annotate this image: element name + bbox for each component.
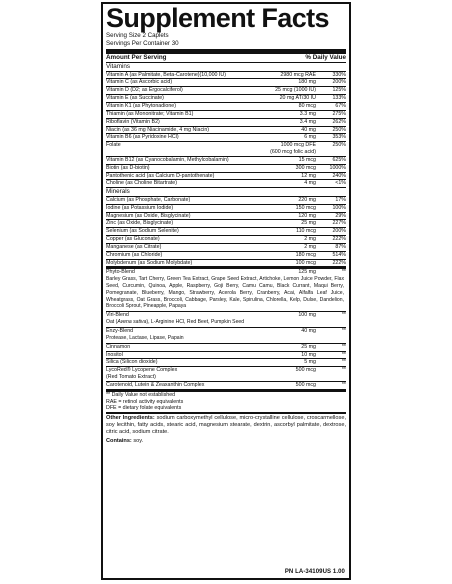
nutrient-row [106,95,346,103]
nutrient-amount: 10 mg [301,351,316,358]
nutrient-name: Vitamin K1 (as Phytonadione) [106,102,176,109]
nutrient-amount: 12 mg [301,172,316,179]
nutrient-dv: 125% [332,87,346,94]
nutrient-amount [260,142,316,156]
other-ingredients-text: sodium carboxymethyl cellulose, micro-crystalline cellulose, croscarmellose, soy lecithin, fatty acids, stearic acid, magnesium stearate, dextrin, ascorbyl palmitate, dextrose, citric acid, sodium citrate. [106,415,347,436]
nutrient-name: Inositol [106,351,123,358]
nutrient-row [106,344,346,352]
allergen-statement [106,436,346,445]
nutrient-amount: 25 mg [301,343,316,350]
nutrient-row [106,228,346,236]
dv-header: % Daily Value [305,54,346,61]
nutrient-name: Zinc (as Oxide, Bisglycinate) [106,220,174,227]
contains-text: soy. [131,438,144,445]
nutrient-dv: 227% [332,220,346,227]
other-ingredients-label: Other Ingredients: [106,415,155,422]
nutrient-dv: 353% [332,134,346,141]
vitamins-list-continued [106,157,346,188]
column-header [106,54,346,63]
nutrient-row-carotenoid [106,382,346,390]
nutrient-name: Carotenoid, Lutein & Zeaxanthin Complex [106,381,205,388]
nutrient-amount: 15 mcg [298,156,316,163]
nutrient-row [106,205,346,213]
nutrient-name: Cinnamon [106,343,131,350]
blend-ingredients: Barley Grass, Tart Cherry, Green Tea Extract, Grape Seed Extract, Artichoke, Lemon Juice Powder, Flax Seed, Curcumin, Quinoa, Apple, Raspberry, Goji Berry, Camu Camu, Black Currant, Maqui Berry, Pomegranate, Blueberry, Mango, Strawberry, Acerola Berry, Cranberry, Acai, Alfalfa Leaf Juice, Wheatgrass, Oat Grass, Broccoli, Cabbage, Parsley, Kale, Spirulina, Chlorella, Kelp, Dulse, Dandelion, Broccoli Sprout, Pineapple, Papaya [106,276,344,310]
blend-name: Viri-Blend [106,312,129,319]
amount-header: Amount Per Serving [106,54,167,61]
nutrient-amount: 300 mcg [295,164,316,171]
viri-text-pre: Oat ( [106,319,118,326]
nutrient-amount: 100 mcg [295,259,316,266]
nutrient-amount: 500 mcg [295,367,316,374]
nutrient-amount: 2 mg [304,236,316,243]
part-number: PN LA-34109US 1.00 [284,569,345,575]
nutrient-row [106,72,346,80]
nutrient-name: Silica (Silicon dioxide) [106,359,158,366]
nutrient-row [106,197,346,205]
nutrient-dv: 250% [332,142,346,149]
nutrient-dv: 625% [332,156,346,163]
nutrient-name: Vitamin B6 (as Pyridoxine HCl) [106,134,179,141]
nutrient-name: Vitamin A (as Palmitate, Beta-Carotene)(10,000 IU) [106,71,227,78]
viri-text-italic: Avena sativa [117,319,147,326]
nutrient-name [106,367,260,381]
blend-name: Phyto-Blend [106,269,135,276]
nutrient-name: Niacin (as 36 mg Niacinamide, 4 mg Niacin) [106,126,210,133]
lyco-name-sub: (Red Tomato Extract) [106,374,156,381]
nutrient-name: Folate [106,142,121,149]
nutrient-name: Calcium (as Phosphate, Carbonate) [106,196,191,203]
nutrient-amount: 110 mcg [296,228,316,235]
nutrient-name: Selenium (as Sodium Selenite) [106,228,179,235]
servings-per-container: Servings Per Container 30 [106,40,179,47]
supplement-facts-panel [101,2,351,580]
nutrient-dv: ** [341,351,346,358]
nutrient-name: Chromium (as Chloride) [106,251,163,258]
blend-amount: 40 mg [301,327,316,334]
nutrient-dv: 200% [332,228,346,235]
nutrient-row [106,173,346,181]
nutrient-dv: 240% [332,172,346,179]
nutrient-amount: 3.4 mg [299,118,316,125]
nutrient-amount: 6 mg [304,134,316,141]
nutrient-amount: 2980 mcg RAE [280,71,316,78]
nutrient-row [106,127,346,135]
nutrient-amount: 25 mcg (1000 IU) [275,87,316,94]
nutrient-name: Copper (as Gluconate) [106,236,160,243]
serving-size: Serving Size 2 Caplets [106,32,169,39]
nutrient-amount: 120 mg [298,212,316,219]
nutrient-dv: 67% [335,102,346,109]
nutrient-row [106,236,346,244]
nutrient-amount: 4 mg [304,180,316,187]
nutrient-amount: 180 mcg [295,251,316,258]
nutrient-dv: 222% [332,259,346,266]
nutrient-row [106,119,346,127]
nutrient-amount: 500 mcg [295,381,316,388]
nutrient-row [106,103,346,111]
lyco-name: LycoRed® Lycopene Complex [106,367,178,374]
nutrient-dv: 29% [335,212,346,219]
footnote-rae: RAE = retinol activity equivalents [106,398,184,405]
nutrient-row [106,87,346,95]
blend-name: Enzy-Blend [106,327,134,334]
vitamins-list [106,72,346,143]
nutrient-row [106,252,346,260]
panel-title: Supplement Facts [106,3,329,33]
enzy-blend [106,328,346,344]
other-ingredients-list [106,344,346,368]
nutrient-dv: 100% [332,204,346,211]
nutrient-amount: 220 mg [298,196,316,203]
nutrient-name: Vitamin D (D2; as Ergocalciferol) [106,87,183,94]
nutrient-name: Vitamin B12 (as Cyanocobalamin, Methylcobalamin) [106,156,229,163]
phyto-blend [106,269,346,312]
nutrient-row [106,359,346,367]
nutrient-dv: ** [341,359,346,366]
minerals-section-title: Minerals [106,188,346,197]
nutrient-dv: ** [341,343,346,350]
viri-blend [106,312,346,328]
nutrient-dv: ** [341,381,346,388]
contains-label: Contains: [106,438,132,445]
nutrient-dv: 330% [332,71,346,78]
other-ingredients [106,414,346,436]
nutrient-amount: 150 mcg [295,204,316,211]
nutrient-name: Riboflavin (Vitamin B2) [106,118,160,125]
nutrient-dv: 250% [332,126,346,133]
nutrient-row [106,244,346,252]
viri-text-post: ), L-Arginine HCl, Red Beet, Pumpkin Seed [146,319,245,326]
nutrient-amount: 20 mg AT/30 IU [279,95,316,102]
nutrient-row [106,134,346,142]
nutrient-name: Magnesium (as Oxide, Bisglycinate) [106,212,191,219]
nutrient-dv: <1% [335,180,346,187]
nutrient-row [106,157,346,165]
blend-dv: ** [341,327,346,334]
nutrient-name: Vitamin E (as Succinate) [106,95,164,102]
nutrient-dv: 133% [332,95,346,102]
nutrient-amount: 180 mg [298,79,316,86]
blend-dv: ** [341,312,346,319]
nutrient-name: Choline (as Choline Bitartrate) [106,180,177,187]
nutrient-row [106,260,346,268]
nutrient-dv: 87% [335,243,346,250]
nutrient-dv: 17% [335,196,346,203]
nutrient-amount: 3.3 mg [299,110,316,117]
nutrient-amount: 25 mg [301,220,316,227]
nutrient-dv: 1000% [329,164,346,171]
nutrient-amount: 40 mg [301,126,316,133]
nutrient-amount: 80 mcg [298,102,316,109]
blend-ingredients: Protease, Lactase, Lipase, Papain [106,334,184,341]
nutrient-row [106,213,346,221]
nutrient-dv: 514% [332,251,346,258]
blend-amount: 100 mg [298,312,316,319]
folate-folic-acid: (600 mcg folic acid) [270,149,316,156]
minerals-list [106,197,346,268]
nutrient-name: Vitamin C (as Ascorbic acid) [106,79,173,86]
nutrient-dv: 200% [332,79,346,86]
nutrient-name: Biotin (as D-biotin) [106,164,150,171]
vitamins-section-title: Vitamins [106,63,346,72]
nutrient-row [106,165,346,173]
nutrient-name: Manganese (as Citrate) [106,243,162,250]
footnote-dv: ** Daily Value not established [106,391,176,398]
nutrient-row [106,352,346,360]
nutrient-row [106,220,346,228]
blend-amount: 125 mg [298,269,316,276]
footnote-dfe: DFE = dietary folate equivalents [106,405,182,412]
nutrient-amount: 2 mg [304,243,316,250]
nutrient-amount: 5 mg [304,359,316,366]
nutrient-row [106,111,346,119]
nutrient-name: Molybdenum (as Sodium Molybdate) [106,259,193,266]
nutrient-dv: 275% [332,110,346,117]
nutrient-name: Pantothenic acid (as Calcium D-pantothenate) [106,172,215,179]
nutrient-row [106,79,346,87]
nutrient-dv: ** [341,367,346,374]
blend-dv: ** [341,269,346,276]
nutrient-row [106,180,346,188]
blend-ingredients [106,319,346,326]
nutrient-name: Iodine (as Potassium Iodide) [106,204,174,211]
nutrient-row-lycopene [106,367,346,382]
nutrient-dv: 262% [332,118,346,125]
nutrient-name: Thiamin (as Mononitrate; Vitamin B1) [106,110,194,117]
nutrient-dv: 222% [332,236,346,243]
nutrient-row-folate [106,142,346,157]
folate-amount: 1000 mcg DFE [280,142,316,149]
